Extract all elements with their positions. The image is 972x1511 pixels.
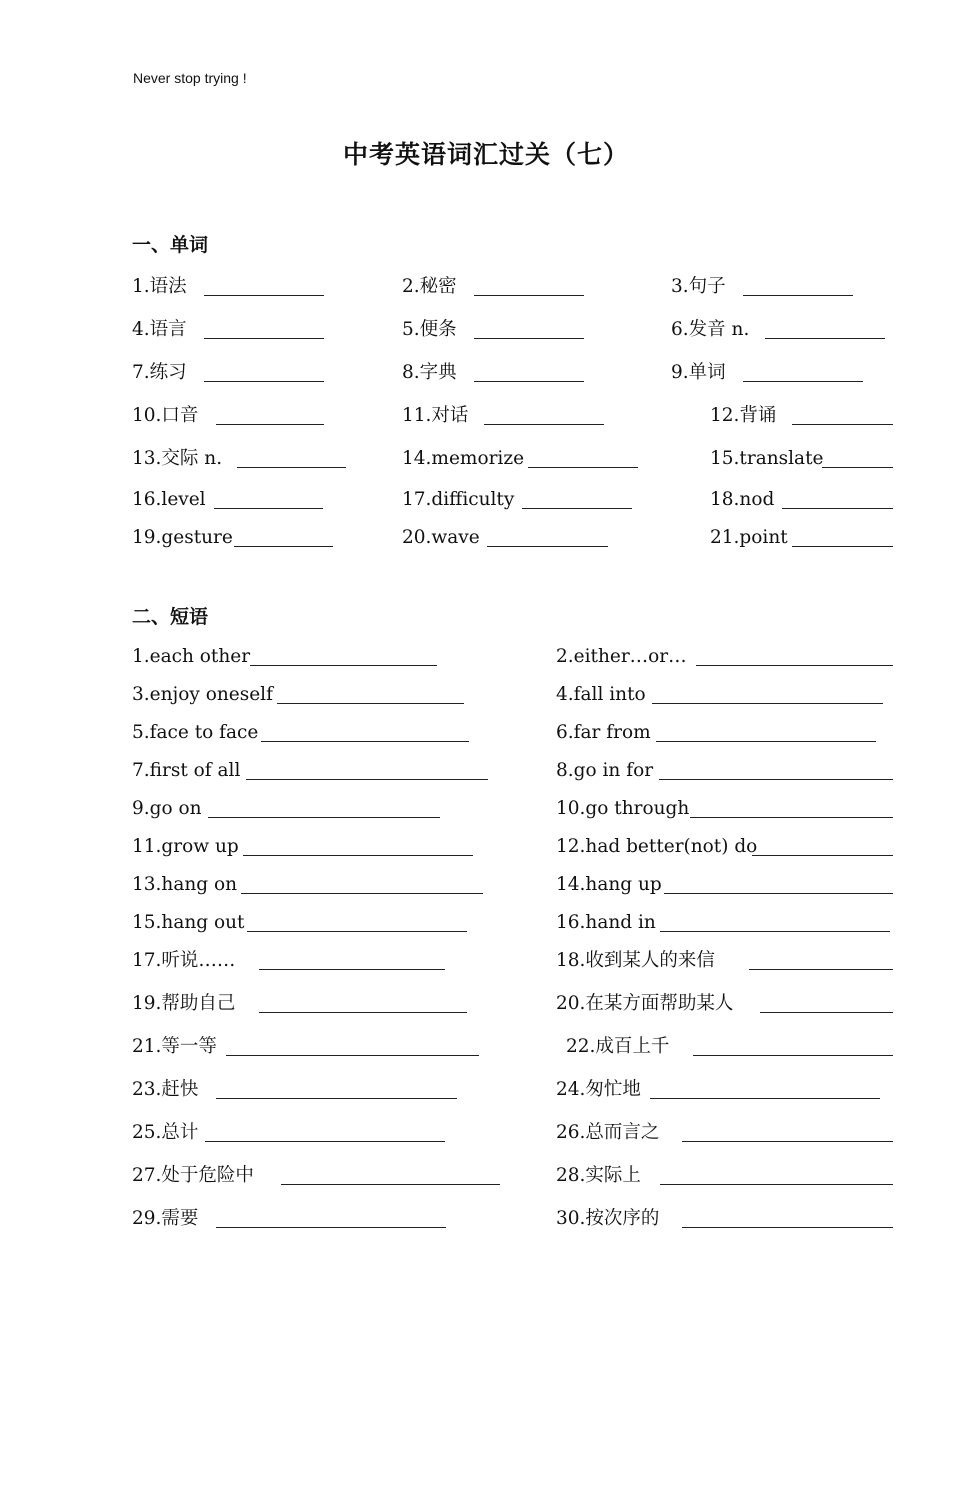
- word-item: [671, 361, 726, 385]
- phrase-item: [132, 835, 239, 859]
- answer-blank[interactable]: [259, 969, 445, 970]
- phrase-label: 24.匆忙地: [556, 1079, 641, 1100]
- page-title: 中考英语词汇过关（七）: [342, 140, 629, 169]
- answer-blank[interactable]: [682, 1227, 893, 1228]
- phrase-item: [556, 1078, 641, 1102]
- word-label: 14.memorize: [402, 448, 525, 469]
- answer-blank[interactable]: [246, 779, 488, 780]
- word-item: [710, 404, 776, 428]
- word-label: 7.练习: [132, 362, 187, 383]
- phrase-item: [556, 721, 651, 745]
- phrase-label: 22.成百上千: [566, 1036, 670, 1057]
- answer-blank[interactable]: [277, 703, 464, 704]
- phrase-label: 4.fall into: [556, 684, 646, 705]
- word-item: [132, 318, 187, 342]
- phrase-item: [132, 1078, 198, 1102]
- phrase-item: [556, 645, 687, 669]
- phrase-item: [132, 911, 245, 935]
- word-item: [402, 318, 457, 342]
- phrase-item: [132, 1164, 254, 1188]
- word-label: 9.单词: [671, 362, 726, 383]
- word-label: 21.point: [710, 527, 788, 548]
- answer-blank[interactable]: [749, 969, 893, 970]
- word-label: 4.语言: [132, 319, 187, 340]
- header-note: Never stop trying !: [133, 70, 247, 86]
- answer-blank[interactable]: [281, 1184, 500, 1185]
- answer-blank[interactable]: [204, 338, 324, 339]
- phrase-label: 29.需要: [132, 1208, 199, 1229]
- answer-blank[interactable]: [216, 1227, 446, 1228]
- answer-blank[interactable]: [484, 424, 604, 425]
- phrase-item: [132, 992, 235, 1016]
- answer-blank[interactable]: [204, 295, 324, 296]
- phrase-label: 28.实际上: [556, 1165, 641, 1186]
- word-item: [710, 526, 788, 550]
- phrase-label: 3.enjoy oneself: [132, 684, 273, 705]
- word-item: [402, 404, 468, 428]
- phrase-item: [556, 1164, 641, 1188]
- word-item: [132, 526, 233, 550]
- phrase-item: [556, 797, 689, 821]
- word-label: 8.字典: [402, 362, 457, 383]
- phrase-label: 18.收到某人的来信: [556, 950, 715, 971]
- answer-blank[interactable]: [528, 467, 638, 468]
- answer-blank[interactable]: [792, 424, 893, 425]
- answer-blank[interactable]: [226, 1055, 479, 1056]
- phrase-label: 8.go in for: [556, 760, 654, 781]
- word-label: 12.背诵: [710, 405, 777, 426]
- answer-blank[interactable]: [204, 381, 324, 382]
- phrase-label: 21.等一等: [132, 1036, 217, 1057]
- answer-blank[interactable]: [216, 1098, 457, 1099]
- word-item: [710, 488, 774, 512]
- phrase-item: [556, 911, 656, 935]
- phrase-label: 30.按次序的: [556, 1208, 660, 1229]
- phrase-label: 11.grow up: [132, 836, 239, 857]
- answer-blank[interactable]: [792, 546, 893, 547]
- answer-blank[interactable]: [216, 424, 324, 425]
- phrase-label: 7.first of all: [132, 760, 241, 781]
- answer-blank[interactable]: [765, 338, 885, 339]
- answer-blank[interactable]: [760, 1012, 893, 1013]
- answer-blank[interactable]: [650, 1098, 880, 1099]
- answer-blank[interactable]: [690, 817, 893, 818]
- phrase-item: [132, 759, 240, 783]
- answer-blank[interactable]: [660, 1184, 893, 1185]
- word-item: [671, 318, 749, 342]
- phrase-label: 16.hand in: [556, 912, 656, 933]
- answer-blank[interactable]: [474, 295, 584, 296]
- phrase-item: [566, 1035, 669, 1059]
- phrase-item: [132, 683, 273, 707]
- phrase-label: 10.go through: [556, 798, 690, 819]
- phrase-label: 23.赶快: [132, 1079, 199, 1100]
- phrase-label: 9.go on: [132, 798, 202, 819]
- answer-blank[interactable]: [237, 467, 346, 468]
- phrase-label: 13.hang on: [132, 874, 238, 895]
- answer-blank[interactable]: [208, 817, 440, 818]
- phrase-item: [556, 1207, 659, 1231]
- answer-blank[interactable]: [660, 931, 890, 932]
- phrase-label: 20.在某方面帮助某人: [556, 993, 734, 1014]
- word-item: [132, 488, 206, 512]
- answer-blank[interactable]: [261, 741, 469, 742]
- phrase-item: [556, 759, 653, 783]
- answer-blank[interactable]: [474, 338, 584, 339]
- word-label: 17.difficulty: [402, 489, 515, 510]
- phrase-item: [556, 1121, 659, 1145]
- word-item: [402, 361, 457, 385]
- phrase-label: 12.had better(not) do: [556, 836, 758, 857]
- phrase-item: [556, 683, 646, 707]
- phrase-item: [132, 1121, 198, 1145]
- answer-blank[interactable]: [234, 546, 333, 547]
- word-item: [671, 275, 726, 299]
- phrase-label: 6.far from: [556, 722, 651, 743]
- answer-blank[interactable]: [487, 546, 608, 547]
- phrase-item: [132, 1035, 217, 1059]
- phrase-item: [556, 949, 715, 973]
- word-label: 13.交际 n.: [132, 448, 223, 469]
- phrase-item: [132, 1207, 198, 1231]
- answer-blank[interactable]: [782, 508, 893, 509]
- word-label: 5.便条: [402, 319, 457, 340]
- answer-blank[interactable]: [822, 467, 893, 468]
- word-item: [710, 447, 823, 471]
- word-label: 20.wave: [402, 527, 480, 548]
- phrase-item: [132, 949, 235, 973]
- word-label: 10.口音: [132, 405, 199, 426]
- section-heading-phrases: 二、短语: [132, 606, 209, 628]
- answer-blank[interactable]: [743, 295, 853, 296]
- answer-blank[interactable]: [250, 665, 437, 666]
- answer-blank[interactable]: [205, 1141, 445, 1142]
- phrase-item: [132, 797, 202, 821]
- phrase-item: [132, 645, 250, 669]
- answer-blank[interactable]: [214, 508, 323, 509]
- phrase-label: 27.处于危险中: [132, 1165, 254, 1186]
- word-label: 18.nod: [710, 489, 775, 510]
- word-item: [402, 488, 514, 512]
- word-item: [402, 526, 480, 550]
- phrase-label: 19.帮助自己: [132, 993, 236, 1014]
- answer-blank[interactable]: [243, 855, 473, 856]
- word-label: 1.语法: [132, 276, 187, 297]
- answer-blank[interactable]: [659, 779, 893, 780]
- phrase-item: [132, 721, 258, 745]
- word-label: 6.发音 n.: [671, 319, 750, 340]
- word-item: [402, 447, 524, 471]
- phrase-label: 14.hang up: [556, 874, 662, 895]
- answer-blank[interactable]: [693, 1055, 893, 1056]
- answer-blank[interactable]: [664, 893, 893, 894]
- word-label: 16.level: [132, 489, 206, 510]
- word-item: [132, 361, 187, 385]
- phrase-label: 25.总计: [132, 1122, 199, 1143]
- answer-blank[interactable]: [474, 381, 584, 382]
- answer-blank[interactable]: [682, 1141, 893, 1142]
- answer-blank[interactable]: [259, 1012, 467, 1013]
- answer-blank[interactable]: [743, 381, 863, 382]
- answer-blank[interactable]: [752, 855, 893, 856]
- phrase-label: 26.总而言之: [556, 1122, 660, 1143]
- phrase-item: [556, 992, 733, 1016]
- answer-blank[interactable]: [696, 665, 893, 666]
- phrase-item: [556, 835, 757, 859]
- word-item: [132, 447, 222, 471]
- answer-blank[interactable]: [656, 741, 876, 742]
- word-item: [132, 404, 198, 428]
- phrase-label: 15.hang out: [132, 912, 245, 933]
- answer-blank[interactable]: [241, 893, 483, 894]
- word-label: 11.对话: [402, 405, 469, 426]
- phrase-label: 17.听说……: [132, 950, 236, 971]
- phrase-item: [132, 873, 237, 897]
- phrase-label: 5.face to face: [132, 722, 259, 743]
- phrase-label: 2.either…or…: [556, 646, 687, 667]
- word-label: 3.句子: [671, 276, 726, 297]
- answer-blank[interactable]: [652, 703, 883, 704]
- word-item: [132, 275, 187, 299]
- word-label: 15.translate: [710, 448, 824, 469]
- word-label: 19.gesture: [132, 527, 233, 548]
- answer-blank[interactable]: [522, 508, 632, 509]
- word-item: [402, 275, 457, 299]
- word-label: 2.秘密: [402, 276, 457, 297]
- answer-blank[interactable]: [247, 931, 467, 932]
- phrase-label: 1.each other: [132, 646, 251, 667]
- section-heading-words: 一、单词: [132, 234, 209, 256]
- phrase-item: [556, 873, 662, 897]
